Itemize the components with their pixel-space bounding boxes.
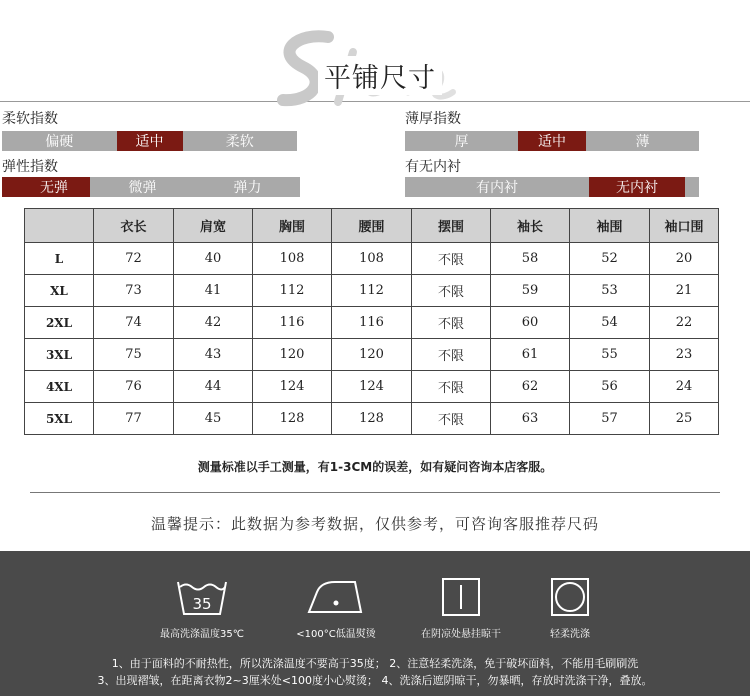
table-cell: 128 [332,403,412,435]
table-cell: 52 [570,243,650,275]
page-title: 平铺尺寸 [318,56,442,95]
table-row [25,403,719,435]
table-header-cell: 腰围 [332,209,412,243]
table-cell: 116 [253,307,332,339]
care-instructions-line1: 1、由于面料的不耐热性，所以洗涤温度不要高于35度； 2、注意轻柔洗涤，免于破坏面料，不能用毛刷刷洗 [111,657,639,670]
table-cell: 55 [570,339,650,371]
table-cell: 61 [491,339,570,371]
table-cell: 116 [332,307,412,339]
table-cell: 22 [650,307,719,339]
table-cell: 57 [570,403,650,435]
wash-temp: 35 [192,595,212,613]
table-header-cell: 衣长 [94,209,174,243]
care-instructions-line2: 3、出现褶皱，在距离衣物2~3厘米处<100度小心熨烫； 4、洗涤后遮阴晾干，勿暴晒，存放时洗涤干净，叠放。 [97,674,653,687]
table-cell: 21 [650,275,719,307]
lining-option: 有内衬 [476,180,518,196]
table-cell: 54 [570,307,650,339]
table-header-row [25,209,719,243]
table-header-cell: 袖围 [570,209,650,243]
table-cell: 不限 [412,371,491,403]
table-header-cell: 肩宽 [174,209,253,243]
elasticity-option: 弹力 [233,180,262,196]
table-header-cell [25,209,94,243]
table-cell: 62 [491,371,570,403]
softness-option: 柔软 [225,134,254,150]
iron-label: <100°C低温熨烫 [296,629,376,640]
table-cell: 108 [253,243,332,275]
table-cell: 63 [491,403,570,435]
softness-label: 柔软指数 [2,111,58,127]
softness-option-selected: 适中 [117,131,183,151]
table-cell: 25 [650,403,719,435]
table-cell: 58 [491,243,570,275]
elasticity-option-selected: 无弹 [2,177,90,197]
table-cell: 20 [650,243,719,275]
table-header-cell: 摆围 [412,209,491,243]
table-cell: 不限 [412,307,491,339]
dry-label: 在阴凉处悬挂晾干 [421,629,501,640]
table-row [25,339,719,371]
softness-bar [2,131,297,151]
thickness-option: 厚 [454,134,469,150]
table-cell: 24 [650,371,719,403]
size-cell: XL [25,275,94,307]
table-row [25,243,719,275]
table-header-cell: 胸围 [253,209,332,243]
lining-label: 有无内衬 [405,159,461,175]
table-cell: 60 [491,307,570,339]
size-cell: 2XL [25,307,94,339]
table-cell: 120 [253,339,332,371]
shade-dry-icon [441,577,481,617]
table-cell: 不限 [412,275,491,307]
table-cell: 56 [570,371,650,403]
wash-label: 最高洗涤温度35℃ [160,629,244,640]
table-cell: 108 [332,243,412,275]
thickness-label: 薄厚指数 [405,111,461,127]
thickness-option: 薄 [635,134,650,150]
elasticity-option: 微弹 [128,180,157,196]
table-cell: 40 [174,243,253,275]
size-table [24,208,719,435]
care-panel [0,551,750,696]
table-cell: 23 [650,339,719,371]
lining-bar [405,177,699,197]
table-cell: 124 [253,371,332,403]
gentle-wash-icon [550,577,590,617]
size-cell: 4XL [25,371,94,403]
table-cell: 不限 [412,243,491,275]
table-row [25,371,719,403]
divider [30,492,720,493]
table-cell: 76 [94,371,174,403]
thickness-bar [405,131,699,151]
table-header-cell: 袖长 [491,209,570,243]
table-cell: 128 [253,403,332,435]
table-cell: 77 [94,403,174,435]
table-cell: 120 [332,339,412,371]
measurement-note: 测量标准以手工测量，有1-3CM的误差，如有疑问咨询本店客服。 [197,460,553,474]
size-cell: 3XL [25,339,94,371]
size-cell: L [25,243,94,275]
softness-option: 偏硬 [45,134,74,150]
table-header-cell: 袖口围 [650,209,719,243]
table-cell: 59 [491,275,570,307]
iron-icon [305,578,367,616]
elasticity-bar [2,177,300,197]
thickness-option-selected: 适中 [518,131,586,151]
table-cell: 74 [94,307,174,339]
table-cell: 不限 [412,403,491,435]
table-cell: 73 [94,275,174,307]
table-cell: 45 [174,403,253,435]
table-cell: 72 [94,243,174,275]
table-cell: 112 [332,275,412,307]
table-row [25,275,719,307]
table-cell: 43 [174,339,253,371]
table-cell: 不限 [412,339,491,371]
table-cell: 124 [332,371,412,403]
table-cell: 75 [94,339,174,371]
lining-option-selected: 无内衬 [589,177,685,197]
wash-35-icon [176,578,228,616]
table-cell: 44 [174,371,253,403]
size-cell: 5XL [25,403,94,435]
table-cell: 42 [174,307,253,339]
table-cell: 53 [570,275,650,307]
elasticity-label: 弹性指数 [2,159,58,175]
gentle-wash-label: 轻柔洗涤 [550,629,590,640]
table-row [25,307,719,339]
lining-bar-end [685,177,699,197]
table-cell: 41 [174,275,253,307]
table-cell: 112 [253,275,332,307]
tip-text: 温馨提示：此数据为参考数据，仅供参考，可咨询客服推荐尺码 [150,515,599,533]
